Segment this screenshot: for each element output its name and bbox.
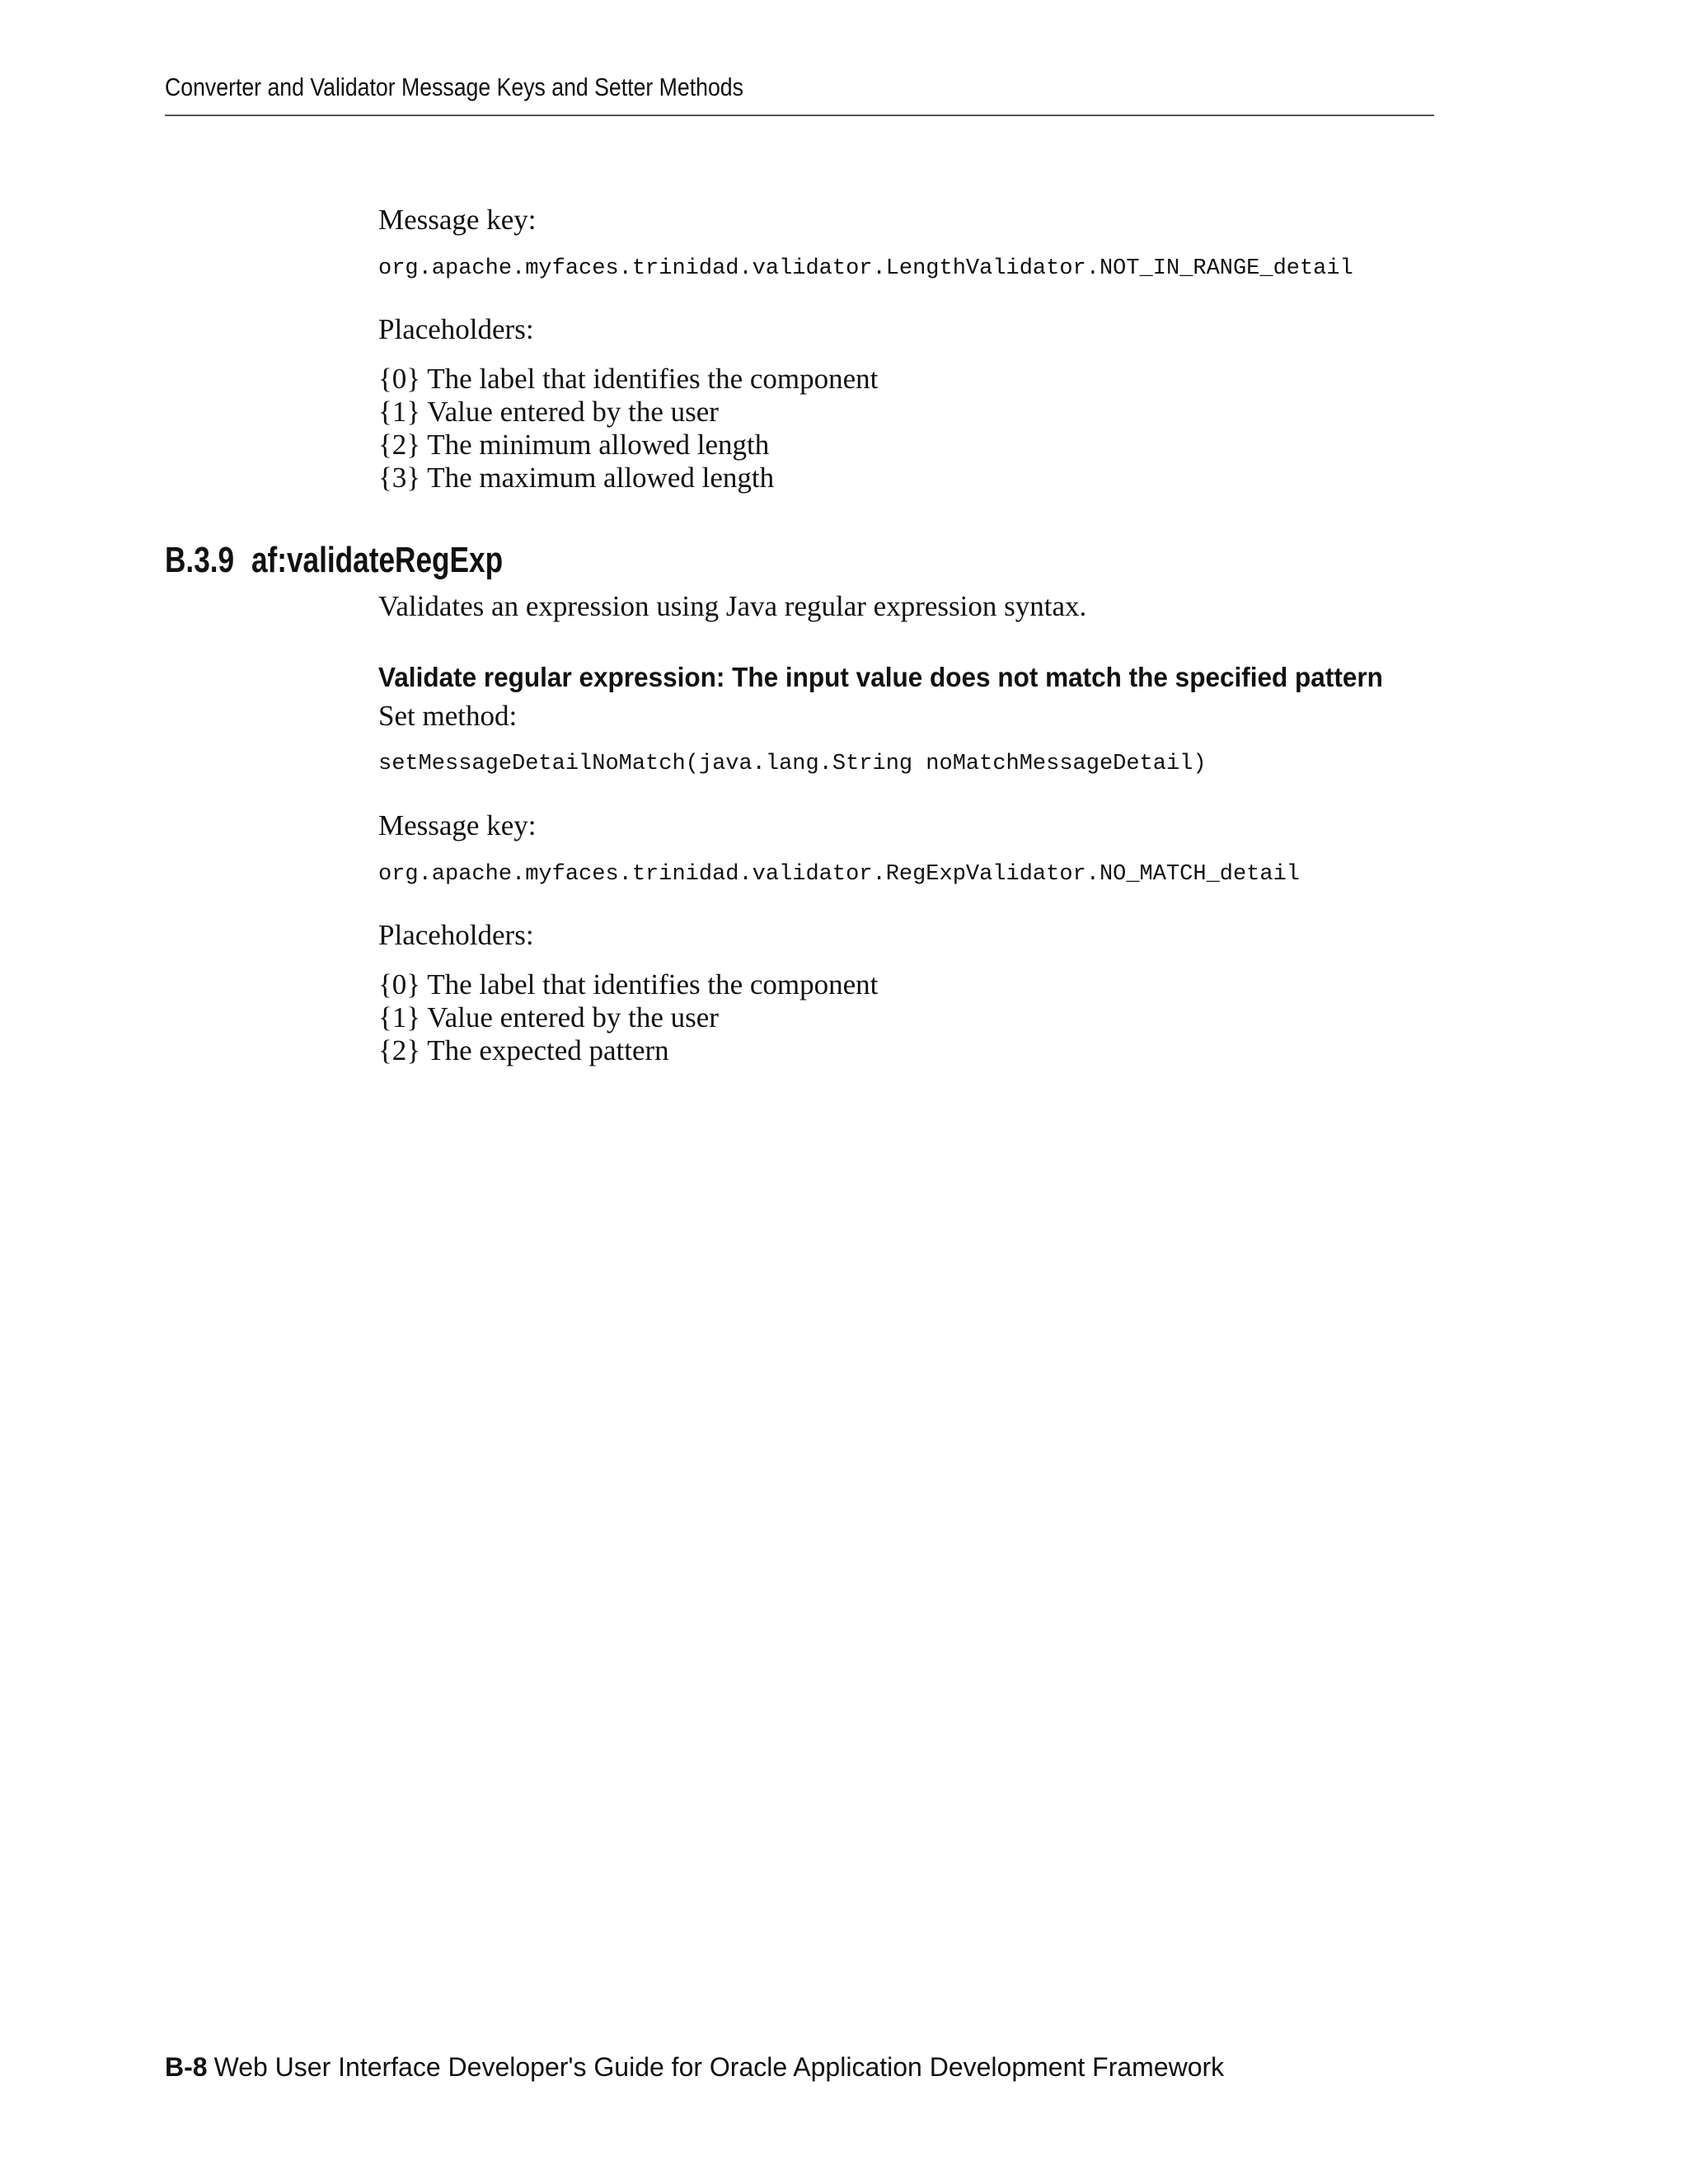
placeholder-item: {2} The minimum allowed length [378, 429, 770, 461]
message-key-value: org.apache.myfaces.trinidad.validator.RegExpValidator.NO_MATCH_detail [378, 862, 1300, 887]
subheading: Validate regular expression: The input value does not match the specified pattern [378, 662, 1383, 692]
running-header: Converter and Validator Message Keys and Setter Methods [165, 73, 743, 101]
section-description: Validates an expression using Java regular expression syntax. [378, 590, 1087, 622]
message-key-label: Message key: [378, 809, 537, 841]
set-method-value: setMessageDetailNoMatch(java.lang.String noMatchMessageDetail) [378, 752, 1207, 776]
message-key-label: Message key: [378, 204, 537, 236]
book-title: Web User Interface Developer's Guide for Oracle Application Development Framework [213, 2052, 1225, 2082]
header-rule [165, 115, 1434, 116]
placeholder-item: {3} The maximum allowed length [378, 462, 775, 494]
section-title: af:validateRegExp [251, 540, 504, 580]
set-method-label: Set method: [378, 700, 518, 732]
placeholder-item: {1} Value entered by the user [378, 396, 719, 428]
placeholder-item: {0} The label that identifies the component [378, 968, 879, 1001]
placeholder-item: {2} The expected pattern [378, 1034, 669, 1066]
placeholder-item: {1} Value entered by the user [378, 1001, 719, 1033]
section-number: B.3.9 [165, 540, 235, 580]
page-footer [165, 2052, 1224, 2083]
placeholders-label: Placeholders: [378, 313, 534, 345]
message-key-value: org.apache.myfaces.trinidad.validator.LengthValidator.NOT_IN_RANGE_detail [378, 256, 1353, 281]
placeholder-item: {0} The label that identifies the component [378, 363, 879, 395]
section-heading [165, 540, 503, 581]
placeholders-label: Placeholders: [378, 919, 534, 951]
page-number: B-8 [165, 2052, 208, 2082]
